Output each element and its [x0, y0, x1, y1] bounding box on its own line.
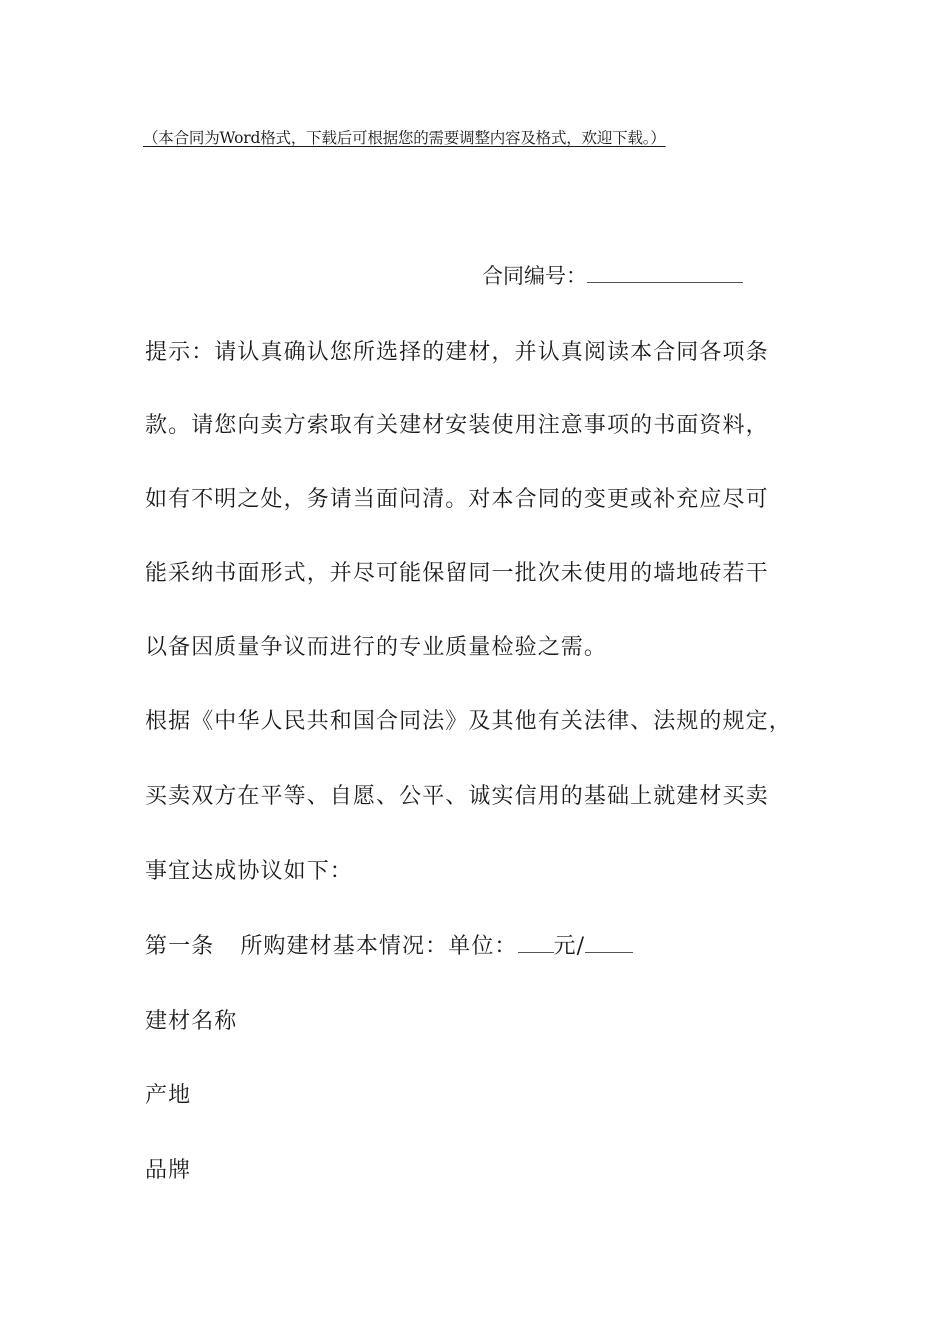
field-brand: 品牌 [145, 1158, 192, 1183]
download-notice: （本合同为Word格式，下载后可根据您的需要调整内容及格式，欢迎下载。） [143, 129, 666, 147]
contract-number-label: 合同编号： [482, 264, 587, 288]
prompt-line-5: 以备因质量争议而进行的专业质量检验之需。 [145, 635, 608, 660]
prompt-line-2: 款。请您向卖方索取有关建材安装使用注意事项的书面资料， [145, 413, 769, 438]
prompt-line-4: 能采纳书面形式，并尽可能保留同一批次未使用的墙地砖若干 [145, 561, 769, 586]
prompt-line-1: 提示：请认真确认您所选择的建材，并认真阅读本合同各项条 [145, 340, 769, 365]
field-material-name: 建材名称 [145, 1009, 238, 1034]
price-blank [518, 932, 554, 953]
unit-blank [585, 932, 633, 953]
article-one-text: 所购建材基本情况：单位： [240, 934, 518, 959]
prompt-line-3: 如有不明之处，务请当面问清。对本合同的变更或补充应尽可 [145, 487, 769, 512]
article-one-unit: 元/ [553, 934, 586, 959]
field-origin: 产地 [145, 1083, 192, 1108]
basis-line-3: 事宜达成协议如下： [145, 859, 353, 884]
article-one-title: 第一条 [145, 934, 215, 959]
basis-line-1: 根据《中华人民共和国合同法》及其他有关法律、法规的规定， [145, 709, 792, 734]
basis-line-2: 买卖双方在平等、自愿、公平、诚实信用的基础上就建材买卖 [145, 784, 769, 809]
contract-number-blank [587, 260, 743, 283]
contract-number [482, 260, 743, 292]
article-one [145, 931, 633, 963]
